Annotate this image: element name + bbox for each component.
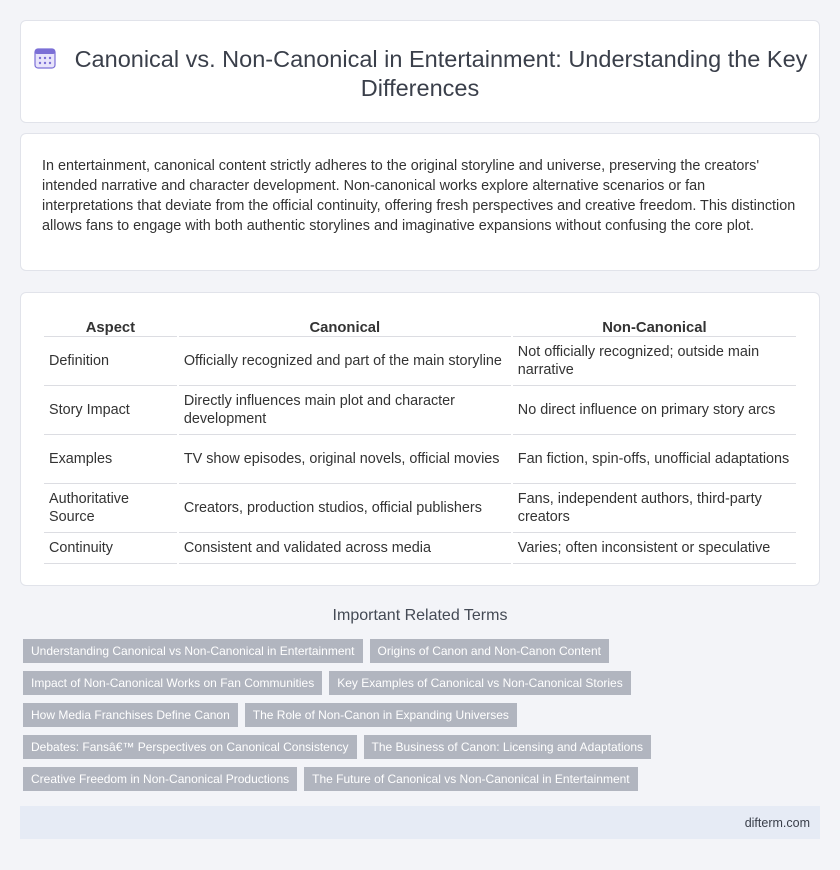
tag-row — [23, 767, 803, 791]
intro-card — [20, 133, 820, 271]
header-aspect: Aspect — [44, 315, 177, 337]
related-term-tag[interactable]: Impact of Non-Canonical Works on Fan Communities — [23, 671, 322, 695]
cell-aspect: Examples — [44, 435, 177, 484]
tag-row — [23, 735, 803, 759]
cell-non-canonical: No direct influence on primary story arcs — [513, 386, 796, 435]
cell-aspect: Definition — [44, 337, 177, 386]
footer — [20, 806, 820, 839]
cell-canonical: Officially recognized and part of the main storyline — [179, 337, 511, 386]
cell-aspect: Continuity — [44, 533, 177, 564]
table-row — [44, 435, 796, 484]
cell-non-canonical: Varies; often inconsistent or speculative — [513, 533, 796, 564]
comparison-table — [42, 315, 798, 564]
table-row — [44, 533, 796, 564]
cell-aspect: Story Impact — [44, 386, 177, 435]
tag-row — [23, 639, 803, 663]
tag-row — [23, 703, 803, 727]
page-title: Canonical vs. Non-Canonical in Entertainment: Understanding the Key Differences — [74, 46, 808, 101]
cell-aspect: Authoritative Source — [44, 484, 177, 533]
calendar-icon — [33, 46, 57, 70]
related-term-tag[interactable]: How Media Franchises Define Canon — [23, 703, 238, 727]
related-term-tag[interactable]: The Future of Canonical vs Non-Canonical in Entertainment — [304, 767, 638, 791]
related-terms-title: Important Related Terms — [332, 607, 508, 624]
related-term-tag[interactable]: Creative Freedom in Non-Canonical Productions — [23, 767, 297, 791]
table-row — [44, 337, 796, 386]
cell-non-canonical: Fans, independent authors, third-party creators — [513, 484, 796, 533]
related-term-tag[interactable]: Origins of Canon and Non-Canon Content — [370, 639, 609, 663]
header-canonical: Canonical — [179, 315, 511, 337]
cell-canonical: Consistent and validated across media — [179, 533, 511, 564]
cell-canonical: Creators, production studios, official publishers — [179, 484, 511, 533]
table-row — [44, 386, 796, 435]
cell-non-canonical: Not officially recognized; outside main narrative — [513, 337, 796, 386]
footer-site-link[interactable]: difterm.com — [744, 816, 810, 830]
related-term-tag[interactable]: Debates: Fansâ€™ Perspectives on Canonical Consistency — [23, 735, 357, 759]
comparison-card — [20, 292, 820, 586]
tag-row — [23, 671, 803, 695]
cell-non-canonical: Fan fiction, spin-offs, unofficial adaptations — [513, 435, 796, 484]
cell-canonical: TV show episodes, original novels, official movies — [179, 435, 511, 484]
cell-canonical: Directly influences main plot and character development — [179, 386, 511, 435]
intro-paragraph: In entertainment, canonical content strictly adheres to the original storyline and universe, preserving the creators' intended narrative and character development. Non-canonical works explore alternative scenarios or fan interpretations that deviate from the official continuity, offering fresh perspectives and creative freedom. This distinction allows fans to engage with both authentic storylines and imaginative expansions without confusing the core plot. — [42, 158, 796, 234]
related-term-tag[interactable]: Understanding Canonical vs Non-Canonical in Entertainment — [23, 639, 363, 663]
related-term-tag[interactable]: The Business of Canon: Licensing and Adaptations — [364, 735, 652, 759]
header-card — [20, 20, 820, 123]
table-header-row — [44, 315, 796, 337]
header-non-canonical: Non-Canonical — [513, 315, 796, 337]
related-term-tag[interactable]: Key Examples of Canonical vs Non-Canonical Stories — [329, 671, 630, 695]
related-term-tag[interactable]: The Role of Non-Canon in Expanding Universes — [245, 703, 517, 727]
page-title-row — [21, 45, 819, 103]
table-row — [44, 484, 796, 533]
related-terms-list — [23, 639, 803, 799]
